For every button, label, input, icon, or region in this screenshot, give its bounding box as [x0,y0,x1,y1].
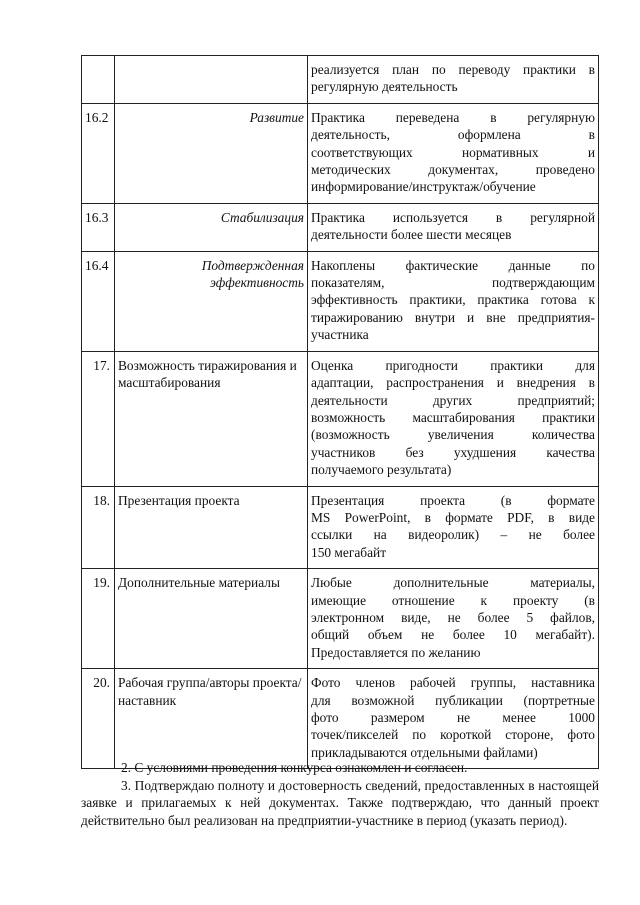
row-criterion: Стабилизация [115,203,308,251]
description-line: Презентация проекта (в формате [311,492,595,508]
description-line: соответствующих нормативных и [311,144,595,160]
row-criterion: Дополнительные материалы [115,569,308,669]
criteria-table-body [82,56,599,769]
description-line: тиражированию внутри и вне предприятия- [311,309,595,325]
description-line: реализуется план по переводу практики в [311,62,595,77]
description-line: Предоставляется по желанию [311,644,481,660]
row-description [308,351,599,486]
row-description [308,203,599,251]
table-row [82,569,599,669]
description-line: эффективность практики, практика готова к [311,292,595,308]
paragraph-agreement: 2. С условиями проведения конкурса ознакомлен и согласен. [121,760,468,775]
description-line: общий объем не более 10 мегабайт). [311,627,595,643]
description-line: прикладываются отдельными файлами) [311,744,538,760]
description-line: для возможной публикации (портретные [311,692,595,708]
row-number: 19. [82,569,115,669]
description-line: ссылки на видеоролик) – не более [311,527,595,543]
row-criterion: Презентация проекта [115,486,308,569]
table-row [82,56,599,104]
table-row [82,251,599,351]
description-line: фото размером не менее 1000 [311,710,595,725]
row-number: 18. [82,486,115,569]
description-line: Накоплены фактические данные по [311,257,595,273]
row-criterion [115,56,308,104]
description-line: Практика переведена в регулярную [311,109,595,125]
description-line: 150 мегабайт [311,544,387,560]
description-line: Любые дополнительные материалы, [311,575,595,591]
description-line: точек/пикселей по короткой стороне, фото [311,727,595,743]
description-line: Оценка пригодности практики для [311,357,595,373]
description-line: показателям, подтверждающим [311,275,595,291]
description-line: деятельности более шести месяцев [311,227,512,243]
row-number: 16.2 [82,103,115,203]
row-number [82,56,115,104]
table-row [82,669,599,769]
description-line: участников без ухудшения качества [311,444,595,460]
description-line: деятельности других предприятий; [311,392,595,408]
declaration-paragraphs [81,759,599,829]
description-line: возможность масштабирования практики [311,409,595,425]
description-line: деятельность, оформлена в [311,127,595,143]
row-description [308,251,599,351]
row-number: 16.4 [82,251,115,351]
table-row [82,103,599,203]
criteria-table [81,55,599,769]
description-line: Практика используется в регулярной [311,209,595,225]
description-line: имеющие отношение к проекту (в [311,592,595,608]
row-description [308,569,599,669]
description-line: информирование/инструктаж/обучение [311,179,536,195]
description-line: методических документах, проведено [311,162,595,178]
row-description [308,486,599,569]
description-line: Фото членов рабочей группы, наставника [311,675,595,691]
description-line: адаптации, распространения и внедрения в [311,375,595,391]
description-line: регулярную деятельность [311,79,458,95]
description-line: (возможность увеличения количества [311,427,595,443]
row-number: 16.3 [82,203,115,251]
description-line: получаемого результата) [311,462,452,478]
row-criterion: Развитие [115,103,308,203]
row-number: 17. [82,351,115,486]
description-line: электронном виде, не более 5 файлов, [311,609,595,625]
row-criterion: Подтвержденная эффективность [115,251,308,351]
paragraph-confirmation: 3. Подтверждаю полноту и достоверность сведений, предоставленных в настоящей заявке и прилагаемых к ней документах. Также подтверждаю, что данный проект действительно был реализован на предприятии-участнике в период (указать период). [81,777,599,828]
table-row [82,486,599,569]
row-criterion: Рабочая группа/авторы проекта/наставник [115,669,308,769]
table-row [82,351,599,486]
row-criterion: Возможность тиражирования и масштабирования [115,351,308,486]
description-line: участника [311,327,369,343]
description-line: MS PowerPoint, в формате PDF, в виде [311,509,595,525]
row-description [308,669,599,769]
row-description [308,56,599,104]
row-description [308,103,599,203]
row-number: 20. [82,669,115,769]
table-row [82,203,599,251]
